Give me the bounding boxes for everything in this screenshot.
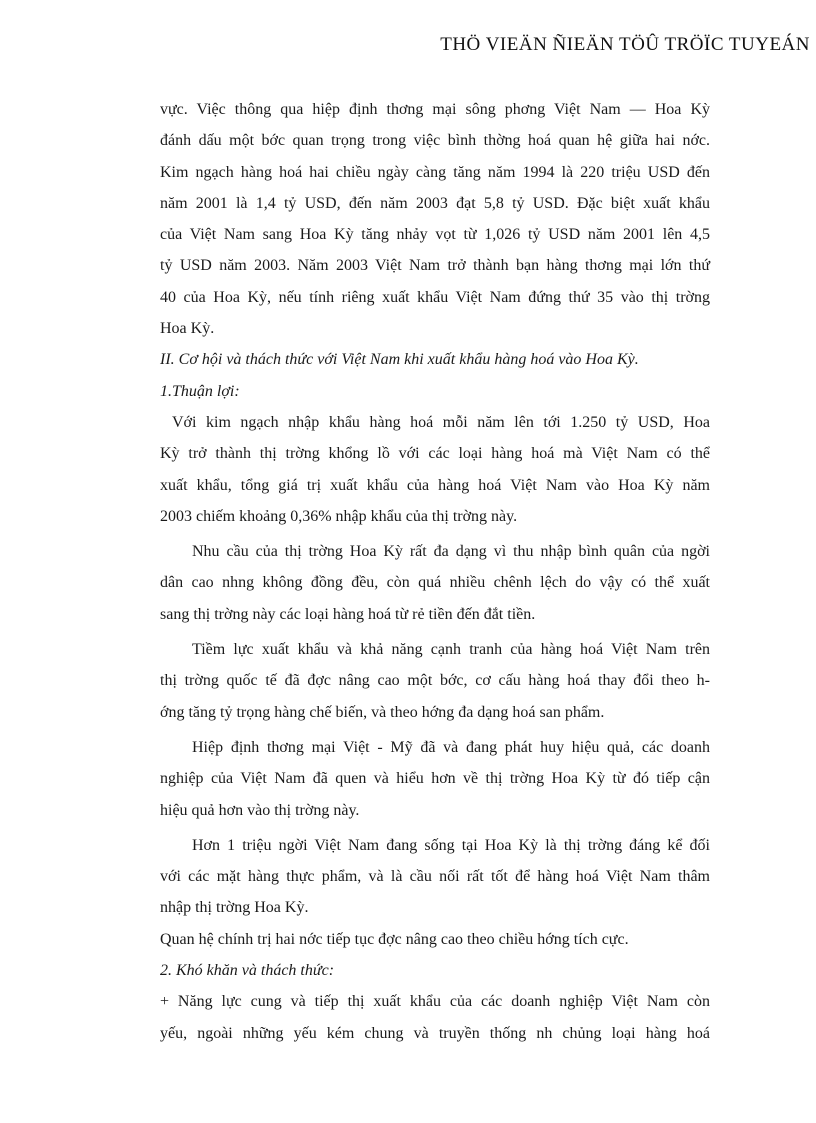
text-line: 2003 chiếm khoảng 0,36% nhập khẩu của thị trờng này. (160, 507, 518, 525)
paragraph-export-potential (160, 634, 710, 728)
text-line: đánh dấu một bớc quan trọng trong việc bình thờng hoá quan hệ giữa hai nớc. (160, 132, 710, 150)
subsection-heading-challenges: 2. Khó khăn và thách thức: (160, 962, 335, 980)
paragraph-supply-capacity (160, 986, 710, 1049)
text-line: hiệu quả hơn vào thị trờng này. (160, 801, 360, 819)
text-line: Với kim ngạch nhập khẩu hàng hoá mỗi năm lên tới 1.250 tỷ USD, Hoa (172, 413, 710, 431)
text-line: vực. Việc thông qua hiệp định thơng mại sông phơng Việt Nam — Hoa Kỳ (160, 101, 710, 118)
text-line: năm 2001 là 1,4 tỷ USD, đến năm 2003 đạt 5,8 tỷ USD. Đặc biệt xuất khẩu (160, 194, 710, 212)
paragraph-trade-agreement (160, 94, 710, 344)
text-line: Hơn 1 triệu ngời Việt Nam đang sống tại Hoa Kỳ là thị trờng đáng kể đối (192, 836, 710, 854)
text-line: Kỳ trở thành thị trờng khổng lồ với các loại hàng hoá mà Việt Nam có thể (160, 445, 710, 463)
paragraph-political-relations: Quan hệ chính trị hai nớc tiếp tục đợc nâng cao theo chiều hớng tích cực. (160, 930, 629, 948)
text-line: thị trờng quốc tế đã đợc nâng cao một bớc, cơ cấu hàng hoá thay đổi theo h- (160, 672, 710, 690)
section-heading: II. Cơ hội và thách thức với Việt Nam khi xuất khẩu hàng hoá vào Hoa Kỳ. (160, 351, 639, 369)
text-line: Hiệp định thơng mại Việt - Mỹ đã và đang phát huy hiệu quả, các doanh (192, 738, 710, 756)
text-line: + Năng lực cung và tiếp thị xuất khẩu của các doanh nghiệp Việt Nam còn (160, 993, 710, 1011)
document-body (160, 94, 710, 1049)
text-line: yếu, ngoài những yếu kém chung và truyền thống nh chủng loại hàng hoá (160, 1024, 710, 1042)
text-line: sang thị trờng này các loại hàng hoá từ rẻ tiền đến đắt tiền. (160, 605, 536, 623)
text-line: Kim ngạch hàng hoá hai chiều ngày càng tăng năm 1994 là 220 triệu USD đến (160, 163, 710, 181)
paragraph-bilateral-agreement (160, 732, 710, 826)
text-line: tỷ USD năm 2003. Năm 2003 Việt Nam trở thành bạn hàng thơng mại lớn thứ (160, 257, 710, 275)
text-line: Tiềm lực xuất khẩu và khả năng cạnh tranh của hàng hoá Việt Nam trên (192, 641, 710, 659)
paragraph-import-turnover (160, 407, 710, 532)
text-line: Hoa Kỳ. (160, 320, 215, 338)
paragraph-market-demand (160, 536, 710, 630)
subsection-heading-advantages: 1.Thuận lợi: (160, 382, 240, 400)
text-line: nhập thị trờng Hoa Kỳ. (160, 899, 309, 917)
text-line: xuất khẩu, tổng giá trị xuất khẩu của hàng hoá Việt Nam vào Hoa Kỳ năm (160, 476, 710, 494)
text-line: Nhu cầu của thị trờng Hoa Kỳ rất đa dạng vì thu nhập bình quân của ngời (192, 543, 710, 561)
text-line: 40 của Hoa Kỳ, nếu tính riêng xuất khẩu Việt Nam đứng thứ 35 vào thị trờng (160, 288, 710, 306)
text-line: với các mặt hàng thực phẩm, và là cầu nối rất tốt để hàng hoá Việt Nam thâm (160, 868, 710, 886)
text-line: của Việt Nam sang Hoa Kỳ tăng nhảy vọt từ 1,026 tỷ USD năm 2001 lên 4,5 (160, 226, 710, 244)
text-line: nghiệp của Việt Nam đã quen và hiểu hơn về thị trờng Hoa Kỳ từ đó tiếp cận (160, 770, 710, 788)
paragraph-vietnamese-community (160, 830, 710, 924)
library-header: THÖ VIEÄN ÑIEÄN TÖÛ TRÖÏC TUYEÁN (440, 34, 810, 55)
text-line: dân cao nhng không đồng đều, còn quá nhiều chênh lệch do vậy có thể xuất (160, 574, 710, 592)
text-line: ớng tăng tỷ trọng hàng chế biến, và theo hớng đa dạng hoá san phẩm. (160, 703, 605, 721)
